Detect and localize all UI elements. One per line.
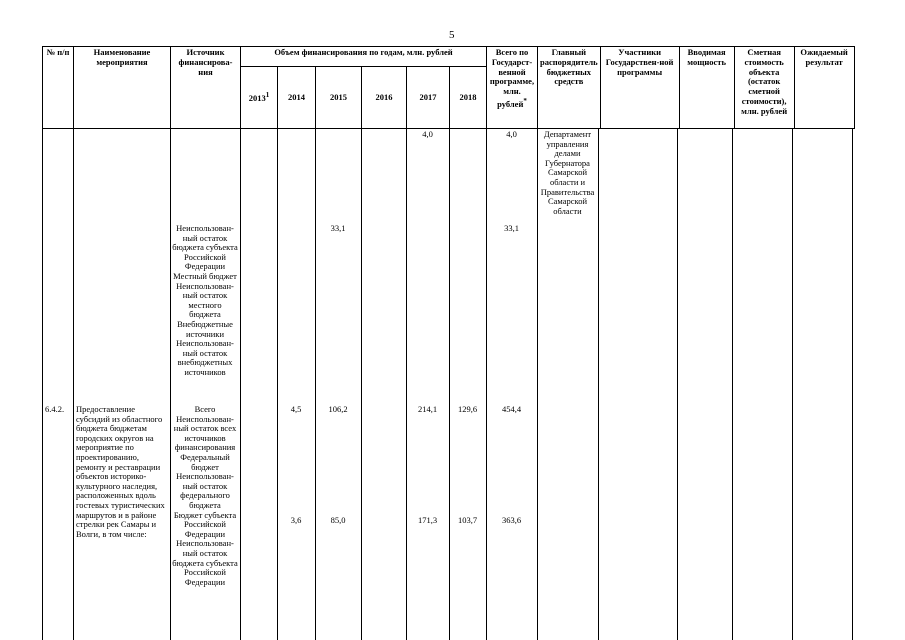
column-line — [361, 128, 362, 640]
column-line — [598, 128, 599, 640]
region-2015: 85,0 — [330, 515, 346, 525]
measure-name: Предоставление субсидий из областного бюджета бюджетам городских округов на мероприятие по проектированию, ремонту и реставрации объектов историко-культурного наследия, расположенных вдоль гостевых туристических маршрутов и в районе стрелки рек Самары и Волги, в том числе: — [76, 404, 165, 539]
column-line — [406, 128, 407, 640]
total-2018: 129,6 — [457, 404, 478, 414]
header-year-2015: 2015 — [316, 67, 362, 129]
header-name: Наименование мероприятия — [74, 47, 171, 129]
total-2014: 4,5 — [290, 404, 302, 414]
table-header — [42, 46, 855, 129]
header-result: Ожидаемый результат — [794, 47, 854, 129]
column-line — [486, 128, 487, 640]
column-line — [792, 128, 793, 640]
header-source: Источник финансирова-ния — [171, 47, 241, 129]
region-2014: 3,6 — [290, 515, 302, 525]
column-line — [73, 128, 74, 640]
header-total: Всего по Государст-венной программе, млн. рублей* — [487, 47, 538, 129]
column-line — [677, 128, 678, 640]
top-row-manager: Департамент управления делами Губернатора Самарской области и Правительства Самарской области — [540, 129, 595, 216]
column-line — [449, 128, 450, 640]
column-line — [277, 128, 278, 640]
header-participants: Участники Государствен-ной программы — [600, 47, 679, 129]
column-line — [537, 128, 538, 640]
column-line — [732, 128, 733, 640]
column-line — [170, 128, 171, 640]
header-year-2017: 2017 — [407, 67, 450, 129]
region-total: 363,6 — [501, 515, 522, 525]
header-capacity: Вводимая мощность — [679, 47, 734, 129]
total-all: 454,4 — [501, 404, 522, 414]
column-line — [42, 128, 43, 640]
unused-total: 33,1 — [504, 223, 519, 233]
column-line — [240, 128, 241, 640]
header-year-2018: 2018 — [450, 67, 487, 129]
measure-sources: Всего Неиспользован-ный остаток всех источников финансирования Федеральный бюджет Неиспользован-ный остаток федерального бюджета Бюджет субъекта Российской Федерации Неиспользован-ный остаток бюджета субъекта Российской Федерации — [172, 404, 238, 587]
header-year-2016: 2016 — [362, 67, 407, 129]
top-row-total: 4,0 — [506, 129, 517, 139]
measure-number: 6.4.2. — [45, 404, 65, 414]
top-row-2017: 4,0 — [422, 129, 433, 139]
column-line — [852, 128, 853, 640]
total-2015: 106,2 — [328, 404, 348, 414]
column-line — [315, 128, 316, 640]
header-funding: Объем финансирования по годам, млн. рублей — [241, 47, 487, 67]
region-2018: 103,7 — [457, 515, 478, 525]
header-cost: Сметная стоимость объекта (остаток сметной стоимости), млн. рублей — [734, 47, 794, 129]
header-num: № п/п — [43, 47, 74, 129]
header-year-2013: 2013$^1$ — [241, 67, 278, 129]
total-2017: 214,1 — [417, 404, 438, 414]
unused-sources: Неиспользован-ный остаток бюджета субъекта Российской Федерации Местный бюджет Неиспользован-ный остаток местного бюджета Внебюджетные источники Неиспользован-ный остаток внебюджетных источников — [172, 223, 238, 377]
page-number: 5 — [449, 29, 455, 41]
unused-2015: 33,1 — [330, 223, 346, 233]
header-year-2014: 2014 — [278, 67, 316, 129]
region-2017: 171,3 — [417, 515, 438, 525]
header-manager: Главный распорядитель бюджетных средств — [538, 47, 601, 129]
